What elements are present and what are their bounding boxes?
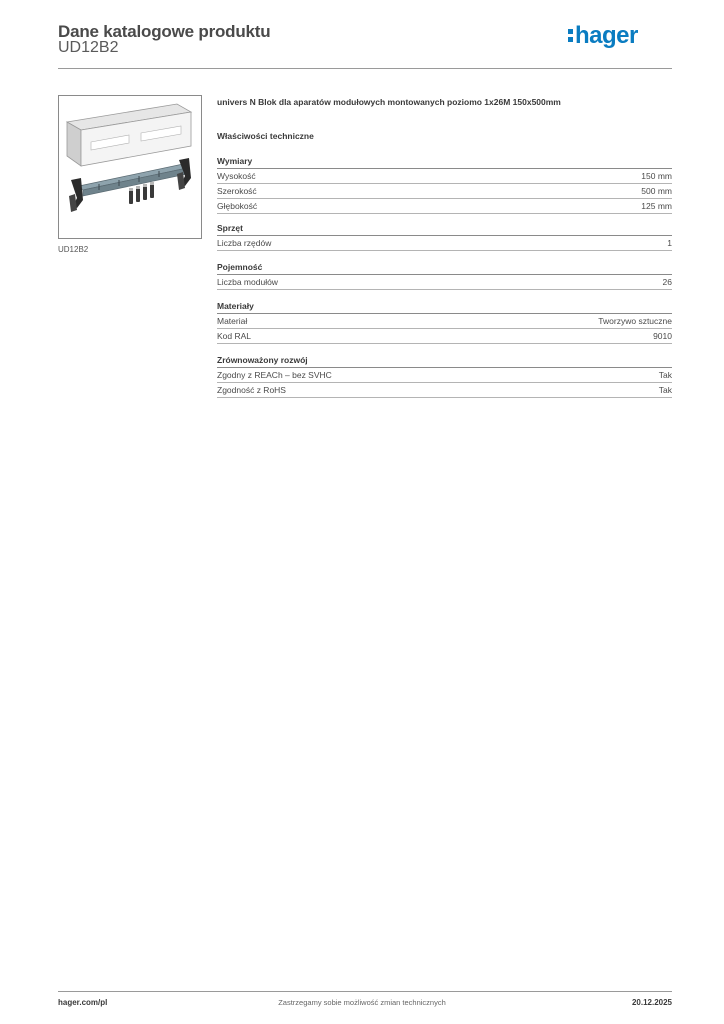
section-title: Wymiary [217,155,672,169]
spec-value: Tworzywo sztuczne [598,316,672,326]
spec-value: Tak [658,370,672,380]
product-description: univers N Blok dla aparatów modułowych montowanych poziomo 1x26M 150x500mm [217,97,561,107]
spec-row [217,169,672,184]
hager-logo-text: hager [575,22,638,49]
spec-value: 1 [667,238,672,248]
spec-value: 125 mm [641,201,672,211]
spec-label: Szerokość [217,186,257,196]
section-equipment [217,222,672,251]
spec-label: Zgodny z REACh – bez SVHC [217,370,332,380]
spec-value: Tak [658,385,672,395]
section-dimensions [217,155,672,214]
spec-row [217,368,672,383]
spec-label: Liczba rzędów [217,238,272,248]
page-header [58,20,672,68]
header-divider [58,68,672,69]
spec-value: 500 mm [641,186,672,196]
footer-date: 20.12.2025 [631,998,672,1007]
spec-value: 26 [662,277,672,287]
spec-row [217,184,672,199]
spec-label: Liczba modułów [217,277,278,287]
section-title: Materiały [217,300,672,314]
spec-label: Materiał [217,316,248,326]
hager-logo [566,18,658,50]
spec-row [217,199,672,214]
spec-row [217,275,672,290]
product-illustration [59,96,201,238]
image-caption: UD12B2 [58,245,89,254]
spec-label: Zgodność z RoHS [217,385,286,395]
spec-value: 150 mm [641,171,672,181]
section-title: Sprzęt [217,222,672,236]
spec-row [217,314,672,329]
footer-disclaimer: Zastrzegamy sobie możliwość zmian technicznych [278,998,446,1007]
spec-row [217,329,672,344]
spec-label: Głębokość [217,201,258,211]
product-image [58,95,202,239]
spec-row [217,383,672,398]
technical-properties-heading: Właściwości techniczne [217,131,314,141]
section-materials [217,300,672,344]
spec-row [217,236,672,251]
section-capacity [217,261,672,290]
spec-label: Wysokość [217,171,256,181]
section-title: Zrównoważony rozwój [217,354,672,368]
page-title: Dane katalogowe produktu [58,22,271,41]
footer-divider [58,991,672,992]
section-sustainability [217,354,672,398]
section-title: Pojemność [217,261,672,275]
spec-value: 9010 [653,331,672,341]
product-code: UD12B2 [58,39,119,56]
footer-website-link[interactable]: hager.com/pl [58,998,108,1007]
spec-label: Kod RAL [217,331,252,341]
